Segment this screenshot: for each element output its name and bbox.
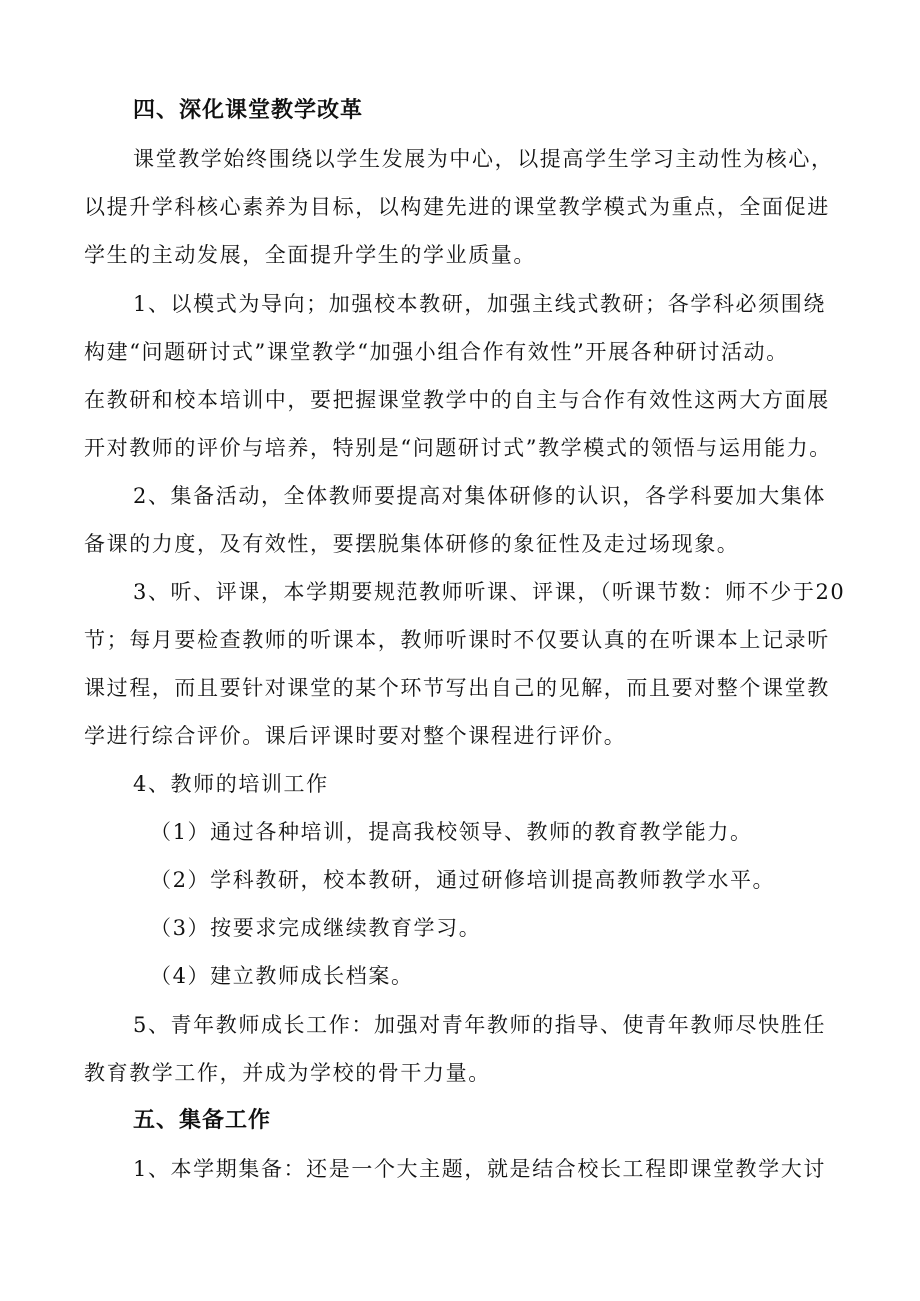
item-1-line-3: 在教研和校本培训中，要把握课堂教学中的自主与合作有效性这两大方面展: [84, 388, 830, 412]
item-4-subitem-1: （1）通过各种培训，提高我校领导、教师的教育教学能力。: [150, 820, 753, 844]
item-4-subitem-3: （3）按要求完成继续教育学习。: [150, 916, 482, 940]
item-1-line-1: 1、以模式为导向；加强校本教研，加强主线式教研；各学科必须围绕: [133, 292, 826, 316]
item-4-title: 4、教师的培训工作: [133, 772, 329, 796]
item-1-line-2: 构建“问题研讨式”课堂教学“加强小组合作有效性”开展各种研讨活动。: [84, 340, 789, 364]
item-3-line-1: 3、听、评课，本学期要规范教师听课、评课，（听课节数：师不少于20: [133, 580, 846, 604]
item-1-line-4: 开对教师的评价与培养，特别是“问题研讨式”教学模式的领悟与运用能力。: [84, 436, 832, 460]
item-2-line-2: 备课的力度，及有效性，要摆脱集体研修的象征性及走过场现象。: [84, 532, 740, 556]
item-3-line-3: 课过程，而且要针对课堂的某个环节写出自己的见解，而且要对整个课堂教: [84, 676, 830, 700]
section-4-intro-line-2: 以提升学科核心素养为目标，以构建先进的课堂教学模式为重点，全面促进: [84, 195, 830, 219]
item-3-line-4: 学进行综合评价。课后评课时要对整个课程进行评价。: [84, 724, 627, 748]
item-5-line-1: 5、青年教师成长工作：加强对青年教师的指导、使青年教师尽快胜任: [133, 1013, 826, 1037]
section-5-item-1-line-1: 1、本学期集备：还是一个大主题，就是结合校长工程即课堂教学大讨: [133, 1157, 826, 1181]
section-4-intro-line-3: 学生的主动发展，全面提升学生的学业质量。: [84, 243, 536, 267]
item-4-subitem-2: （2）学科教研，校本教研，通过研修培训提高教师教学水平。: [150, 868, 776, 892]
item-4-subitem-4: （4）建立教师成长档案。: [150, 964, 414, 988]
section-4-intro-line-1: 课堂教学始终围绕以学生发展为中心，以提高学生学习主动性为核心，: [133, 147, 834, 171]
section-4-heading: 四、深化课堂教学改革: [133, 98, 364, 123]
item-3-line-2: 节；每月要检查教师的听课本，教师听课时不仅要认真的在听课本上记录听: [84, 628, 830, 652]
item-5-line-2: 教育教学工作，并成为学校的骨干力量。: [84, 1061, 491, 1085]
section-5-heading: 五、集备工作: [133, 1108, 272, 1133]
item-2-line-1: 2、集备活动，全体教师要提高对集体研修的认识，各学科要加大集体: [133, 484, 826, 508]
